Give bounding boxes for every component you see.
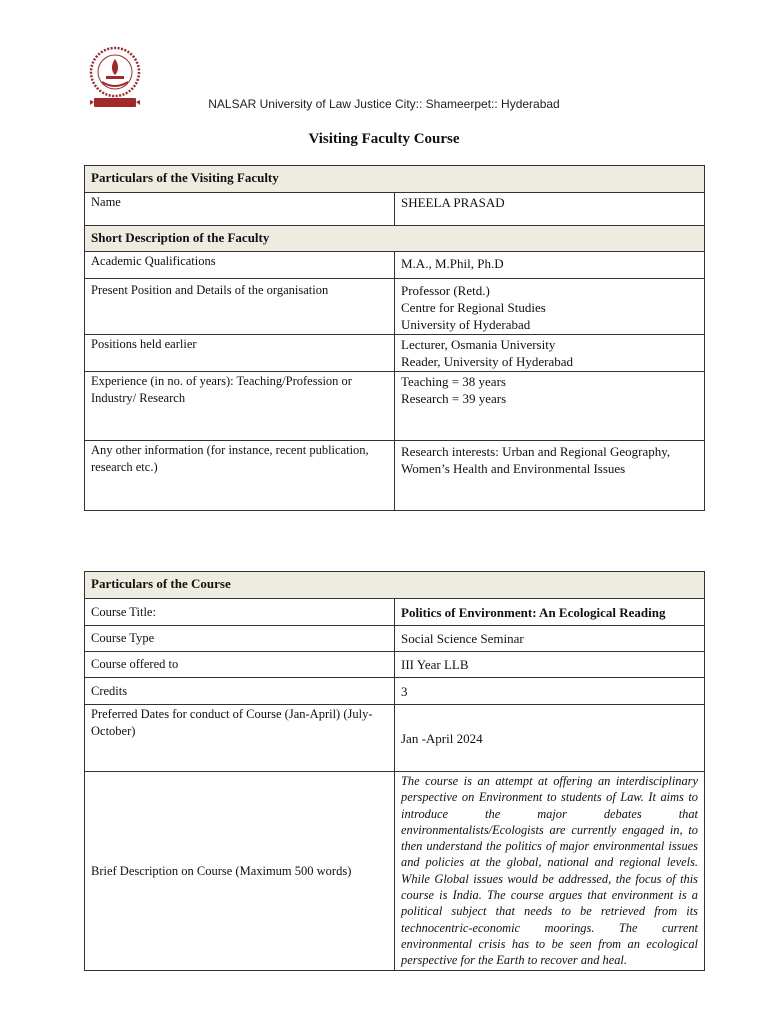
other-value: Research interests: Urban and Regional Geography, Women’s Health and Environmental Issues <box>395 441 705 511</box>
page-title: Visiting Faculty Course <box>308 131 460 147</box>
faculty-table <box>84 165 705 511</box>
table-row <box>85 279 705 335</box>
qualifications-value: M.A., M.Phil, Ph.D <box>395 252 705 279</box>
experience-value <box>395 372 705 441</box>
brief-value: The course is an attempt at offering an interdisciplinary perspective on Environment to students of Law. It aims to introduce the major debates that environmentalists/Ecologists are currently engaged in, to then understand the politics of major environmental issues and policies at the global, national and regional levels. While Global issues would be addressed, the focus of this course is India. The course argues that environment is a political subject that needs to be retrieved from its technocentric-economic moorings. The current environmental crisis has to be seen from an ecological perspective for the Earth to recover and heal. <box>395 772 705 971</box>
table-row <box>85 626 705 652</box>
position-value <box>395 279 705 335</box>
short-desc-title: Short Description of the Faculty <box>85 226 705 252</box>
table-row <box>85 372 705 441</box>
institution-line: NALSAR University of Law Justice City:: Shameerpet:: Hyderabad <box>208 97 560 111</box>
earlier-line: Reader, University of Hyderabad <box>401 354 574 369</box>
qualifications-label: Academic Qualifications <box>85 252 395 279</box>
table-row <box>85 599 705 626</box>
earlier-value <box>395 335 705 372</box>
offered-label: Course offered to <box>85 652 395 678</box>
course-title-label: Course Title: <box>85 599 395 626</box>
faculty-section-title: Particulars of the Visiting Faculty <box>85 166 705 193</box>
position-line: University of Hyderabad <box>401 317 531 332</box>
table-row <box>85 335 705 372</box>
earlier-label: Positions held earlier <box>85 335 395 372</box>
other-label: Any other information (for instance, recent publication, research etc.) <box>85 441 395 511</box>
course-type-label: Course Type <box>85 626 395 652</box>
course-title-value: Politics of Environment: An Ecological Reading <box>395 599 705 626</box>
course-table <box>84 571 705 971</box>
name-value: SHEELA PRASAD <box>395 193 705 226</box>
short-desc-header <box>85 226 705 252</box>
course-section-header <box>85 572 705 599</box>
offered-value: III Year LLB <box>395 652 705 678</box>
dates-label: Preferred Dates for conduct of Course (Jan-April) (July-October) <box>85 705 395 772</box>
table-row <box>85 678 705 705</box>
name-label: Name <box>85 193 395 226</box>
faculty-section-header <box>85 166 705 193</box>
course-type-value: Social Science Seminar <box>395 626 705 652</box>
table-row <box>85 193 705 226</box>
experience-label: Experience (in no. of years): Teaching/Profession or Industry/ Research <box>85 372 395 441</box>
credits-label: Credits <box>85 678 395 705</box>
table-row <box>85 652 705 678</box>
table-row <box>85 772 705 971</box>
position-label: Present Position and Details of the organisation <box>85 279 395 335</box>
experience-line: Research = 39 years <box>401 391 507 406</box>
dates-value: Jan -April 2024 <box>395 705 705 772</box>
table-row <box>85 441 705 511</box>
position-line: Centre for Regional Studies <box>401 300 546 315</box>
table-row <box>85 252 705 279</box>
credits-value: 3 <box>395 678 705 705</box>
position-line: Professor (Retd.) <box>401 283 490 298</box>
earlier-line: Lecturer, Osmania University <box>401 337 556 352</box>
course-section-title: Particulars of the Course <box>85 572 705 599</box>
experience-line: Teaching = 38 years <box>401 374 506 389</box>
table-row <box>85 705 705 772</box>
brief-label: Brief Description on Course (Maximum 500 words) <box>85 772 395 971</box>
